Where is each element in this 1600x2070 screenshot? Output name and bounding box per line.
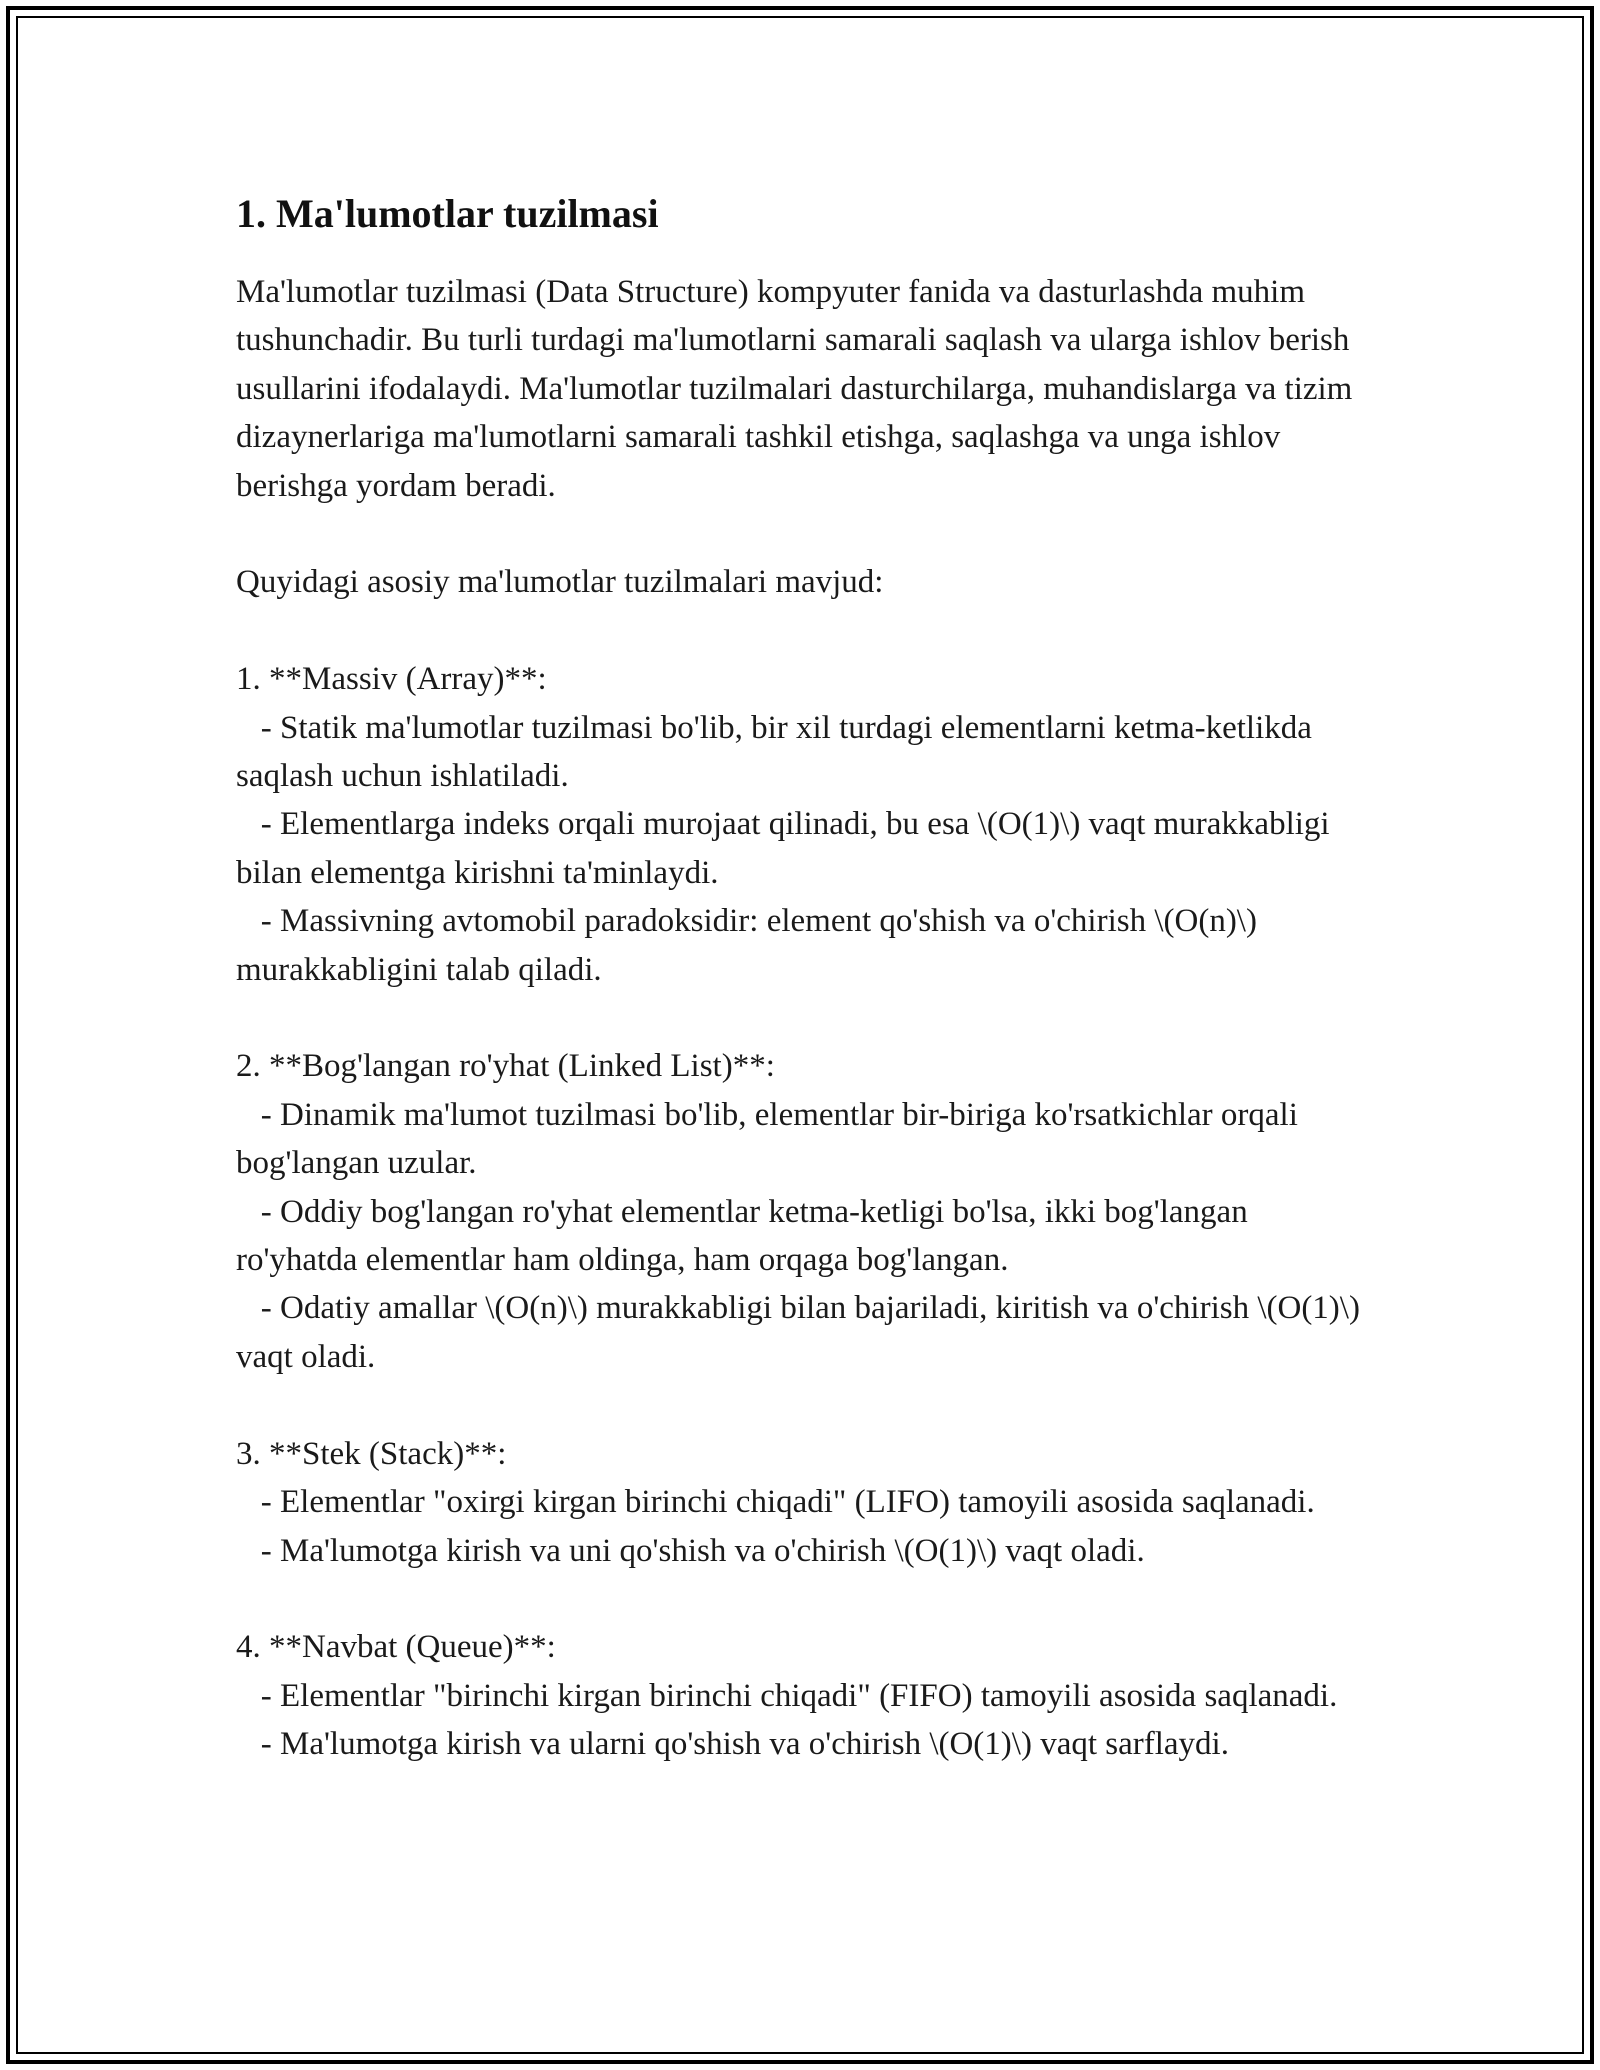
spacer — [236, 1381, 1376, 1429]
section-title: 4. **Navbat (Queue)**: — [236, 1629, 556, 1666]
list-item: - Ma'lumotga kirish va ularni qo'shish va o'chirish \(O(1)\) vaqt sarflaydi. — [236, 1726, 1229, 1763]
list-item: - Elementlar "oxirgi kirgan birinchi chiqadi" (LIFO) tamoyili asosida saqlanadi. — [236, 1484, 1315, 1521]
section-title: 2. **Bog'langan ro'yhat (Linked List)**: — [236, 1048, 775, 1085]
section-title: 3. **Stek (Stack)**: — [236, 1435, 507, 1472]
list-item: - Elementlarga indeks orqali murojaat qilinadi, bu esa \(O(1)\) vaqt murakkabligi bilan elementga kirishni ta'minlaydi. — [236, 806, 1338, 891]
document-body — [236, 186, 1376, 1769]
list-item: - Massivning avtomobil paradoksidir: element qo'shish va o'chirish \(O(n)\) murakkabligini talab qiladi. — [236, 903, 1266, 988]
intro-paragraph: Ma'lumotlar tuzilmasi (Data Structure) kompyuter fanida va dasturlashda muhim tushunchadir. Bu turli turdagi ma'lumotlarni samarali saqlash va ularga ishlov berish usullarini ifodalaydi. Ma'lumotlar tuzilmalari dasturchilarga, muhandislarga va tizim dizaynerlariga ma'lumotlarni samarali tashkil etishga, saqlashga va unga ishlov berishga yordam beradi. — [236, 274, 1353, 504]
spacer — [236, 607, 1376, 655]
list-item: - Dinamik ma'lumot tuzilmasi bo'lib, elementlar bir-biriga ko'rsatkichlar orqali bog'langan uzular. — [236, 1096, 1307, 1182]
list-item: - Odatiy amallar \(O(n)\) murakkabligi bilan bajariladi, kiritish va o'chirish \(O(1)\) vaqt oladi. — [236, 1290, 1369, 1375]
list-item: - Oddiy bog'langan ro'yhat elementlar ketma-ketligi bo'lsa, ikki bog'langan ro'yhatda elementlar ham oldinga, ham orqaga bog'langan. — [236, 1193, 1256, 1279]
spacer — [236, 994, 1376, 1042]
section-heading: 1. Ma'lumotlar tuzilmasi — [236, 191, 659, 236]
list-item: - Elementlar "birinchi kirgan birinchi chiqadi" (FIFO) tamoyili asosida saqlanadi. — [236, 1677, 1338, 1714]
section-title: 1. **Massiv (Array)**: — [236, 661, 547, 698]
list-item: - Ma'lumotga kirish va uni qo'shish va o'chirish \(O(1)\) vaqt oladi. — [236, 1532, 1145, 1569]
list-item: - Statik ma'lumotlar tuzilmasi bo'lib, bir xil turdagi elementlarni ketma-ketlikda saqlash uchun ishlatiladi. — [236, 709, 1321, 795]
spacer — [236, 510, 1376, 558]
spacer — [236, 1575, 1376, 1623]
list-intro: Quyidagi asosiy ma'lumotlar tuzilmalari mavjud: — [236, 564, 884, 601]
